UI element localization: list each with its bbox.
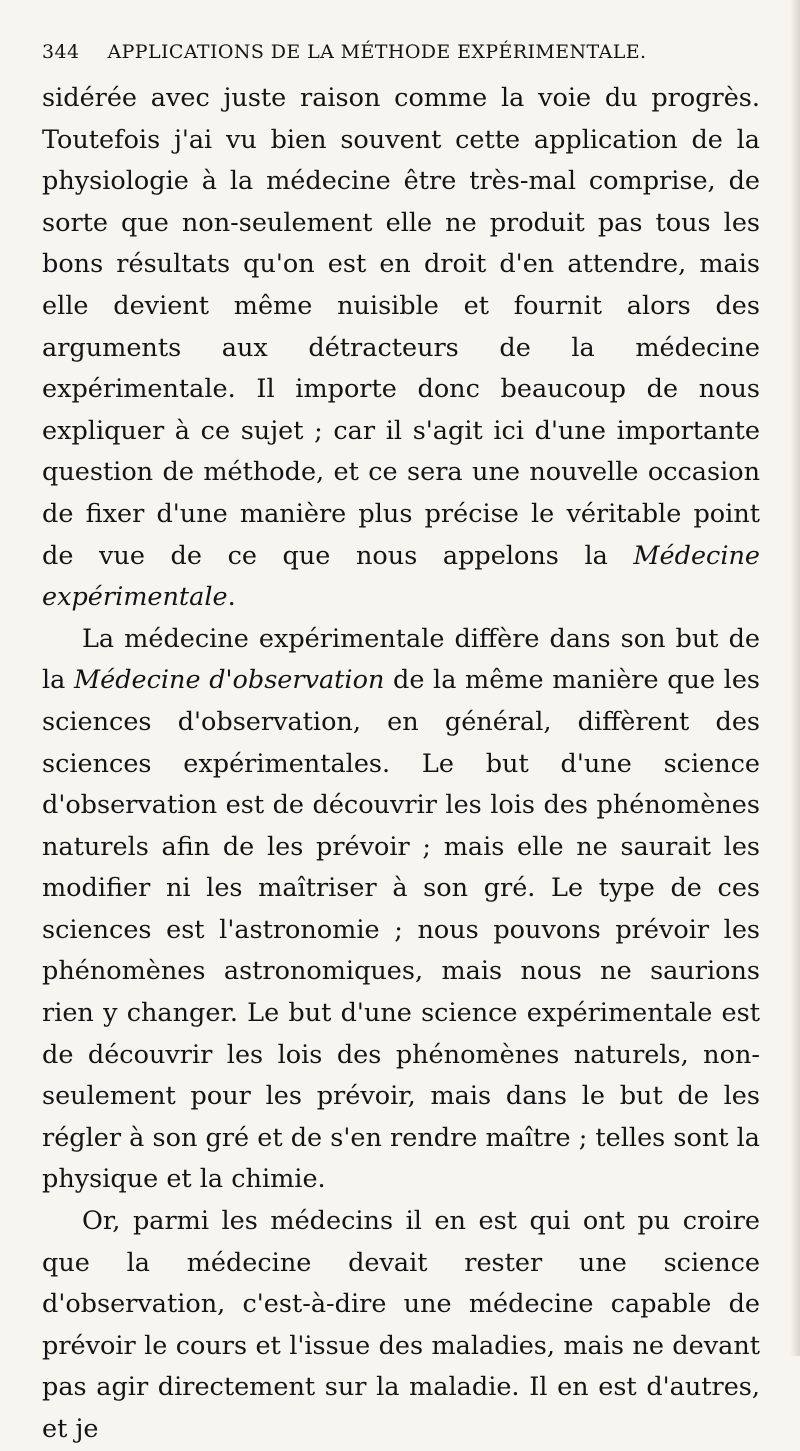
paragraph-3-segment-1: Or, parmi les médecins il en est qui ont pu croire que la médecine devait rester une science d'observation, c'est-à-dire une médecine capable de prévoir le cours et l'issue des maladies, mais ne devant pas agir directement sur la maladie. Il en est d'autres, et je [42, 1206, 760, 1444]
paragraph-2-segment-3: de la même manière que les sciences d'observation, en général, diffèrent des sciences expérimentales. Le but d'une science d'observation est de découvrir les lois des phénomènes naturels afin de les prévoir ; mais elle ne saurait les modifier ni les maîtriser à son gré. Le type de ces sciences est l'astronomie ; nous pouvons prévoir les phénomènes astronomiques, mais nous ne saurions rien y changer. Le but d'une science expérimentale est de découvrir les lois des phénomènes naturels, non-seulement pour les prévoir, mais dans le but de les régler à son gré et de s'en rendre maître ; telles sont la physique et la chimie. [42, 665, 761, 1195]
paragraph-1-italic-term: Médecine expérimentale [42, 540, 760, 613]
paragraph-1 [42, 78, 760, 619]
paragraph-2-segment-1: La médecine expérimentale diffère dans son but de la [42, 623, 760, 696]
running-title: APPLICATIONS DE LA MÉTHODE EXPÉRIMENTALE. [107, 41, 647, 63]
paragraph-1-segment-1: sidérée avec juste raison comme la voie du progrès. Toutefois j'ai vu bien souvent cette application de la physiologie à la médecine être très-mal comprise, de sorte que non-seulement elle ne produit pas tous les bons résultats qu'on est en droit d'en attendre, mais elle devient même nuisible et fournit alors des arguments aux détracteurs de la médecine expérimentale. Il importe donc beaucoup de nous expliquer à ce sujet ; car il s'agit ici d'une importante question de méthode, et ce sera une nouvelle occasion de fixer d'une manière plus précise le véritable point de vue de ce que nous appelons la [42, 83, 760, 571]
paragraph-2-italic-term: Médecine d'observation [74, 665, 385, 696]
body-text [42, 78, 760, 1451]
page-edge-shadow [790, 0, 800, 1356]
running-header [42, 34, 760, 70]
paragraph-1-segment-3: . [227, 582, 236, 613]
page-number: 344 [42, 41, 80, 63]
paragraph-2 [42, 619, 760, 1201]
paragraph-3 [42, 1201, 760, 1451]
